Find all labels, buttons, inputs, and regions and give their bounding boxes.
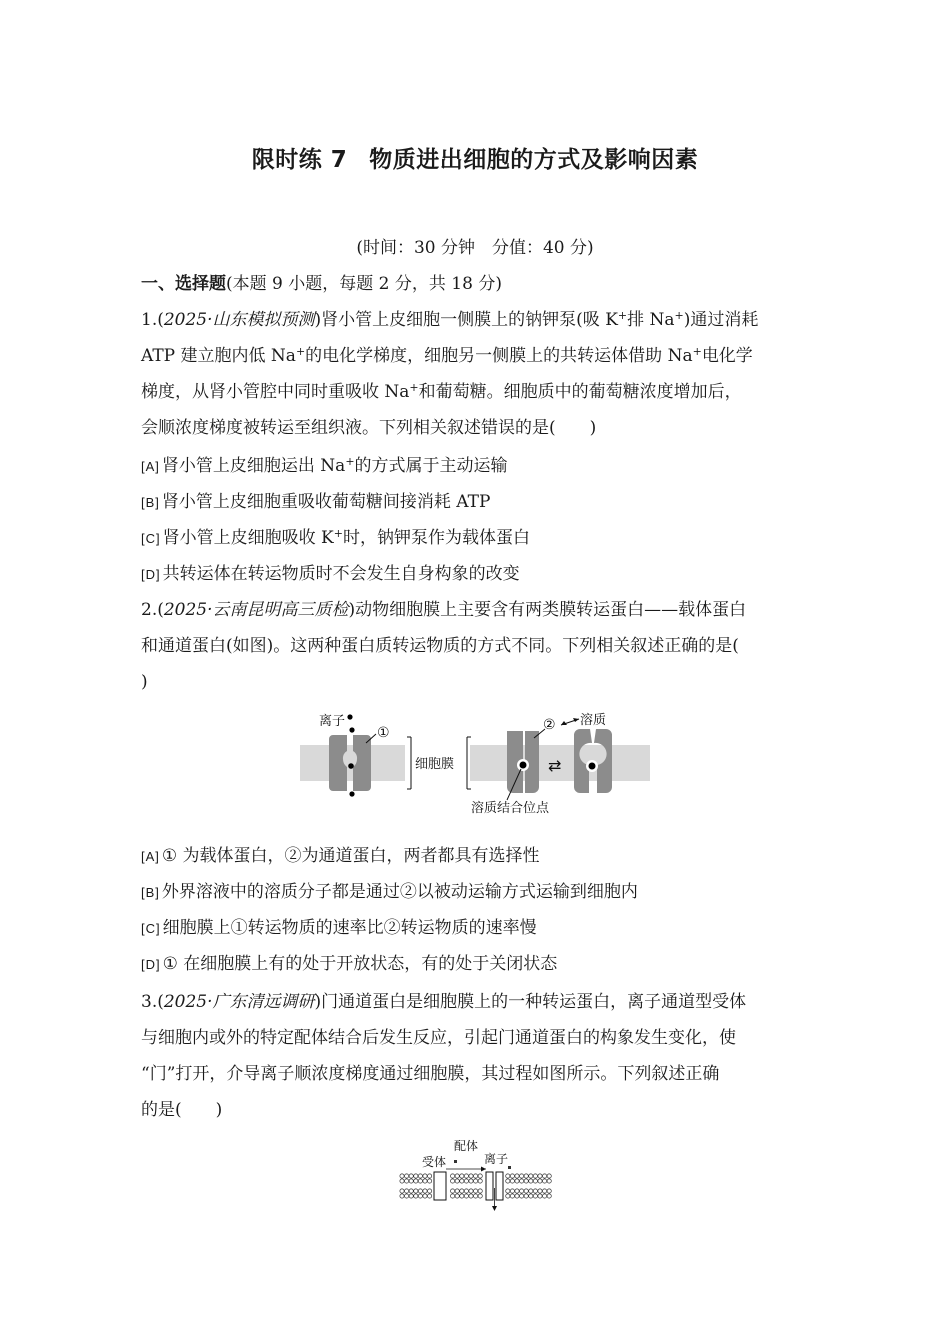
q1-number: 1.( (141, 310, 164, 330)
q1-line-2 (141, 344, 753, 368)
q2-source: 2025·云南昆明高三质检 (163, 600, 349, 620)
option-text: 外界溶液中的溶质分子都是通过②以被动运输方式运输到细胞内 (161, 882, 638, 902)
figure-label-2: ② (543, 717, 556, 733)
lipid-head (529, 1194, 533, 1198)
figure-label-ion: 离子 (484, 1152, 509, 1166)
option-tag: [D] (141, 957, 161, 972)
lipid-head (464, 1174, 468, 1178)
lipid-head (533, 1189, 537, 1193)
lipid-head (418, 1174, 422, 1178)
lipid-head (451, 1189, 455, 1193)
q2-text: )动物细胞膜上主要含有两类膜转运蛋白——载体蛋白 (348, 600, 747, 620)
lipid-head (515, 1189, 519, 1193)
lipid-head (469, 1189, 473, 1193)
lipid-head (510, 1174, 514, 1178)
q1-option-c[interactable] (141, 526, 530, 551)
lipid-head (409, 1174, 413, 1178)
lipid-head (418, 1179, 422, 1183)
exam-meta: (时间：30 分钟 分值：40 分) (356, 238, 594, 258)
lipid-head (460, 1194, 464, 1198)
q2-line-1 (141, 598, 746, 622)
figure-label-ion: 离子 (319, 714, 346, 729)
lipid-head (451, 1174, 455, 1178)
lipid-head (464, 1194, 468, 1198)
lipid-head (414, 1179, 418, 1183)
option-text: ① 在细胞膜上有的处于开放状态，有的处于关闭状态 (162, 954, 558, 974)
lipid-head (524, 1194, 528, 1198)
lipid-head (428, 1189, 432, 1193)
lipid-head (428, 1179, 432, 1183)
lipid-head (478, 1189, 482, 1193)
lipid-head (400, 1189, 404, 1193)
lipid-head (510, 1189, 514, 1193)
section-heading (141, 272, 502, 296)
arrow-head (492, 1206, 497, 1211)
lipid-head (515, 1194, 519, 1198)
lipid-head (547, 1189, 551, 1193)
lipid-bilayer (400, 1174, 551, 1198)
lipid-head (423, 1189, 427, 1193)
lipid-head (478, 1194, 482, 1198)
q1-line-4: 会顺浓度梯度被转运至组织液。下列相关叙述错误的是( ) (141, 418, 597, 438)
ion-dot (348, 763, 354, 769)
lipid-head (543, 1194, 547, 1198)
lipid-head (547, 1174, 551, 1178)
sup-plus: + (617, 309, 628, 322)
q1-line-1 (141, 308, 758, 332)
channel-right-half (496, 1172, 503, 1200)
lipid-head (533, 1174, 537, 1178)
section-note: (本题 9 小题，每题 2 分，共 18 分) (226, 274, 502, 294)
lipid-head (538, 1179, 542, 1183)
gated-channel-figure (398, 1136, 553, 1216)
lipid-head (400, 1179, 404, 1183)
lipid-head (455, 1179, 459, 1183)
lipid-head (423, 1174, 427, 1178)
lipid-head (423, 1194, 427, 1198)
lipid-head (409, 1189, 413, 1193)
option-text: ① 为载体蛋白，②为通道蛋白，两者都具有选择性 (161, 846, 540, 866)
lipid-head (474, 1194, 478, 1198)
q3-line-1 (141, 990, 746, 1014)
lipid-head (543, 1179, 547, 1183)
q2-line-2: 和通道蛋白(如图)。这两种蛋白质转运物质的方式不同。下列相关叙述正确的是( (141, 636, 739, 656)
q1-line-3 (141, 380, 742, 404)
lipid-head (543, 1174, 547, 1178)
sup-plus: + (409, 381, 419, 394)
figure-label-ligand: 配体 (454, 1139, 479, 1153)
lipid-head (455, 1189, 459, 1193)
option-text: 细胞膜上①转运物质的速率比②转运物质的速率慢 (162, 918, 537, 938)
figure-label-receptor: 受体 (422, 1155, 447, 1169)
lipid-head (451, 1179, 455, 1183)
title-topic: 物质进出细胞的方式及影响因素 (369, 147, 699, 173)
lipid-head (533, 1179, 537, 1183)
q3-line-4: 的是( ) (141, 1100, 223, 1120)
q1-text: 的电化学梯度，细胞另一侧膜上的共转运体借助 Na (305, 346, 693, 366)
lipid-head (520, 1189, 524, 1193)
lipid-head (400, 1194, 404, 1198)
lipid-head (405, 1194, 409, 1198)
lipid-head (529, 1179, 533, 1183)
transport-protein-figure (295, 705, 655, 825)
ion-dot (347, 714, 352, 719)
q3-text: )门通道蛋白是细胞膜上的一种转运蛋白，离子通道型受体 (314, 992, 747, 1012)
lipid-head (414, 1189, 418, 1193)
lipid-head (409, 1179, 413, 1183)
q1-text: 和葡萄糖。细胞质中的葡萄糖浓度增加后， (418, 382, 742, 402)
lipid-head (455, 1194, 459, 1198)
q2-option-a[interactable] (141, 844, 540, 869)
ligand-square (454, 1160, 457, 1163)
q1-option-d[interactable] (141, 562, 520, 587)
option-text: 时，钠钾泵作为载体蛋白 (342, 528, 530, 548)
lipid-head (538, 1174, 542, 1178)
option-tag: [C] (141, 531, 161, 546)
q3-line-3: “门”打开，介导离子顺浓度梯度通过细胞膜，其过程如图所示。下列叙述正确 (141, 1064, 720, 1084)
lipid-head (515, 1174, 519, 1178)
lipid-head (405, 1189, 409, 1193)
option-tag: [C] (141, 921, 161, 936)
sup-plus: + (674, 309, 684, 322)
lipid-head (409, 1194, 413, 1198)
lipid-head (460, 1174, 464, 1178)
channel-left-half (486, 1172, 493, 1200)
lipid-head (538, 1194, 542, 1198)
lipid-head (529, 1174, 533, 1178)
sup-plus: + (692, 345, 702, 358)
lipid-head (418, 1189, 422, 1193)
option-tag: [D] (141, 567, 161, 582)
title-number: 限时练 7 (251, 147, 348, 173)
q1-text: 电化学 (701, 346, 753, 366)
option-tag: [B] (141, 885, 160, 900)
lipid-head (520, 1194, 524, 1198)
figure-label-binding-site: 溶质结合位点 (471, 801, 550, 816)
lipid-head (414, 1194, 418, 1198)
receptor-protein (434, 1172, 446, 1200)
lipid-head (464, 1179, 468, 1183)
lipid-head (520, 1179, 524, 1183)
ion-dot (349, 791, 354, 796)
q2-option-c[interactable] (141, 916, 537, 941)
q2-line-3: ) (141, 672, 148, 692)
arrow-head (481, 1167, 486, 1172)
lipid-head (418, 1194, 422, 1198)
q1-option-a[interactable] (141, 454, 508, 479)
option-text: 的方式属于主动运输 (354, 456, 508, 476)
q3-number: 3.( (141, 992, 164, 1012)
arrow-head (573, 718, 579, 722)
figure-label-1: ① (377, 725, 390, 741)
lipid-head (474, 1179, 478, 1183)
lipid-head (510, 1194, 514, 1198)
lipid-head (464, 1189, 468, 1193)
figure-label-solute: 溶质 (580, 713, 607, 728)
figure-label-membrane: 细胞膜 (415, 757, 455, 772)
lipid-head (469, 1174, 473, 1178)
lipid-head (451, 1194, 455, 1198)
lipid-head (533, 1194, 537, 1198)
ion-dot (349, 727, 354, 732)
q1-text: ATP 建立胞内低 Na (141, 346, 296, 366)
lipid-head (543, 1189, 547, 1193)
lipid-head (400, 1174, 404, 1178)
q2-number: 2.( (141, 600, 164, 620)
equilibrium-arrows: ⇄ (548, 756, 562, 775)
lipid-head (428, 1174, 432, 1178)
option-text: 肾小管上皮细胞运出 Na (161, 456, 346, 476)
lipid-head (524, 1179, 528, 1183)
lipid-head (478, 1179, 482, 1183)
lipid-head (405, 1174, 409, 1178)
q1-text: 梯度，从肾小管腔中同时重吸收 Na (141, 382, 410, 402)
q1-option-b[interactable] (141, 490, 490, 515)
lipid-head (414, 1174, 418, 1178)
q1-source: 2025·山东模拟预测 (163, 310, 315, 330)
lipid-head (428, 1194, 432, 1198)
membrane-band (300, 745, 405, 781)
sup-plus: + (333, 527, 343, 540)
lipid-head (538, 1189, 542, 1193)
lipid-head (478, 1174, 482, 1178)
option-text: 肾小管上皮细胞吸收 K (162, 528, 334, 548)
q1-text: )肾小管上皮细胞一侧膜上的钠钾泵(吸 K (314, 310, 618, 330)
lipid-head (469, 1179, 473, 1183)
q3-source: 2025·广东清远调研 (163, 992, 315, 1012)
q3-line-2: 与细胞内或外的特定配体结合后发生反应，引起门通道蛋白的构象发生变化，使 (141, 1028, 736, 1048)
lipid-head (474, 1174, 478, 1178)
lipid-head (524, 1174, 528, 1178)
lipid-head (460, 1189, 464, 1193)
lipid-head (469, 1194, 473, 1198)
option-tag: [B] (141, 495, 160, 510)
solute-dot (589, 763, 596, 770)
lipid-head (524, 1189, 528, 1193)
page-title (0, 141, 950, 174)
section-title: 一、选择题 (141, 274, 226, 294)
option-text: 肾小管上皮细胞重吸收葡萄糖间接消耗 ATP (161, 492, 491, 512)
option-tag: [A] (141, 849, 160, 864)
lipid-head (460, 1179, 464, 1183)
q1-text: 排 Na (627, 310, 675, 330)
lipid-head (547, 1179, 551, 1183)
ion-square (508, 1166, 511, 1169)
lipid-head (405, 1179, 409, 1183)
lipid-head (506, 1179, 510, 1183)
lipid-head (506, 1194, 510, 1198)
sup-plus: + (345, 455, 355, 468)
lipid-head (515, 1179, 519, 1183)
solute-dot (520, 762, 527, 769)
q2-option-b[interactable] (141, 880, 638, 905)
q1-text: )通过消耗 (683, 310, 759, 330)
lipid-head (547, 1194, 551, 1198)
q2-option-d[interactable] (141, 952, 557, 977)
lipid-head (520, 1174, 524, 1178)
lipid-head (529, 1189, 533, 1193)
sup-plus: + (295, 345, 306, 358)
lipid-head (506, 1189, 510, 1193)
option-text: 共转运体在转运物质时不会发生自身构象的改变 (162, 564, 520, 584)
lipid-head (423, 1179, 427, 1183)
lipid-head (506, 1174, 510, 1178)
lipid-head (455, 1174, 459, 1178)
lipid-head (510, 1179, 514, 1183)
option-tag: [A] (141, 459, 160, 474)
lipid-head (474, 1189, 478, 1193)
